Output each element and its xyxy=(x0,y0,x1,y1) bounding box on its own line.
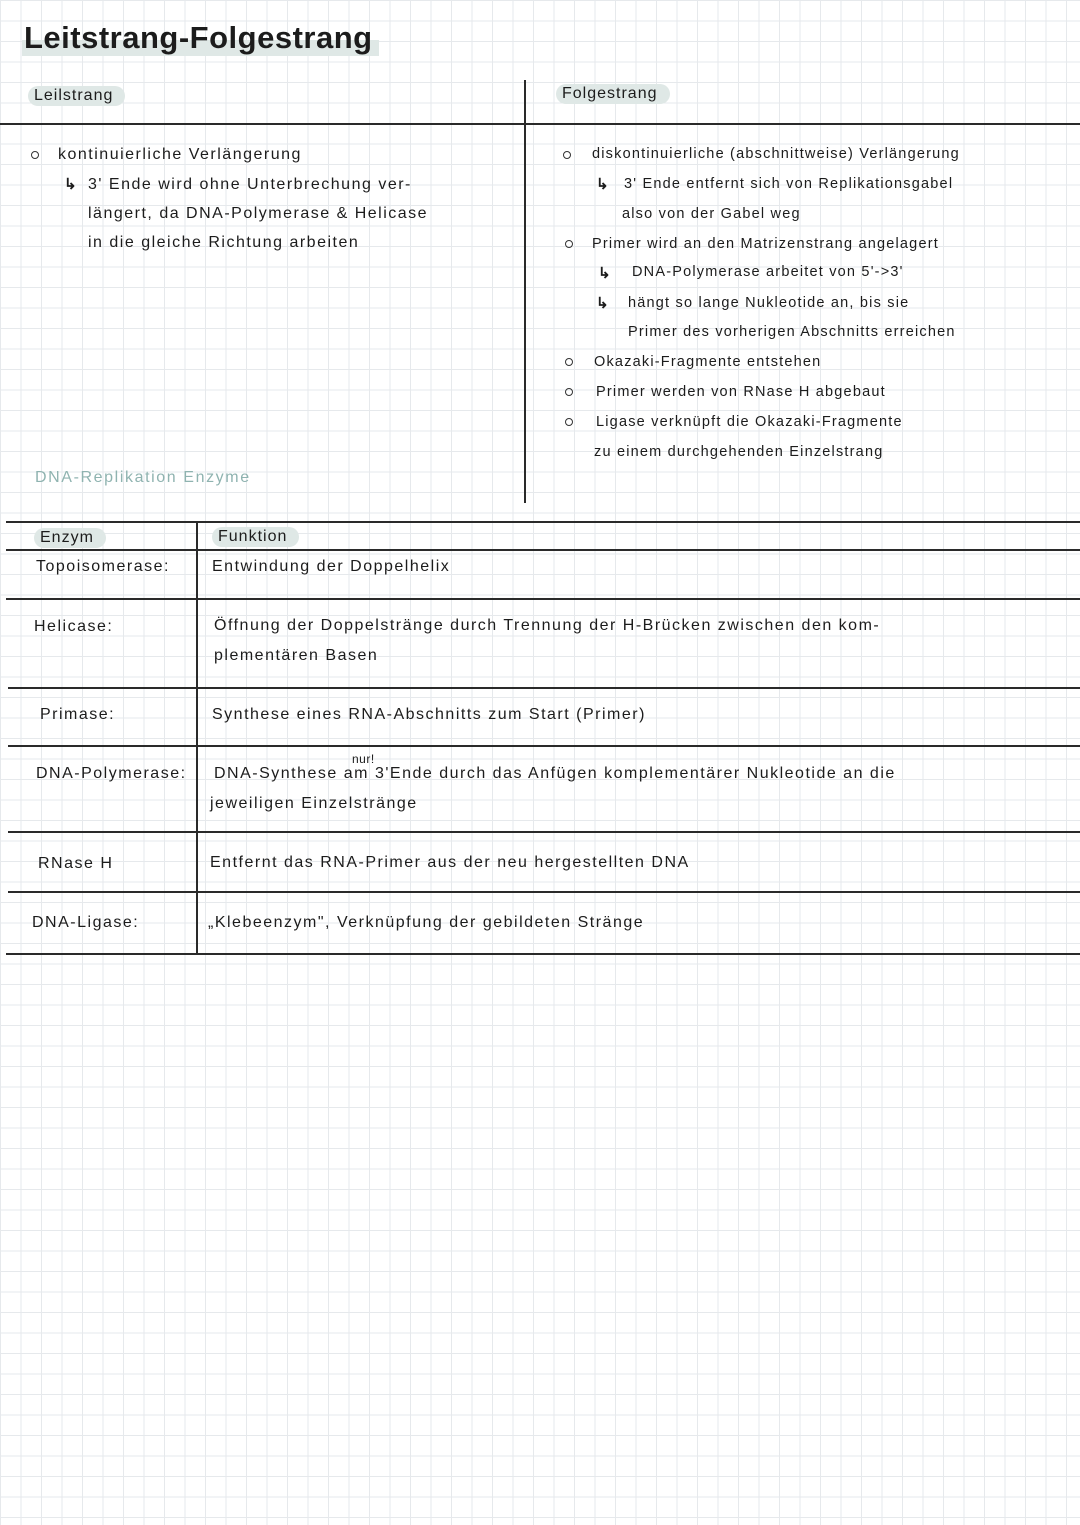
table-row-line xyxy=(6,598,1080,600)
note-nur: nur! xyxy=(352,752,375,766)
folge-arrow-3-cont: Primer des vorherigen Abschnitts erreichen xyxy=(628,324,956,340)
bullet-dot xyxy=(565,418,573,426)
enzyme-name: Topoisomerase: xyxy=(36,558,170,575)
table-bottom-line xyxy=(6,953,1080,955)
leit-cont-2: in die gleiche Richtung arbeiten xyxy=(88,234,360,251)
enzyme-name: Primase: xyxy=(40,706,116,723)
arrow-icon: ↳ xyxy=(598,265,611,282)
enzyme-function: jeweiligen Einzelstränge xyxy=(210,795,418,812)
folge-bullet-4: Primer werden von RNase H abgebaut xyxy=(596,384,886,400)
folge-bullet-2: Primer wird an den Matrizenstrang angelagert xyxy=(592,236,939,252)
enzyme-function: Entfernt das RNA-Primer aus der neu hergestellten DNA xyxy=(210,854,690,871)
folge-arrow-2: DNA-Polymerase arbeitet von 5'->3' xyxy=(632,264,904,280)
leit-cont-1: längert, da DNA-Polymerase & Helicase xyxy=(88,205,429,222)
table-row-line xyxy=(8,891,1080,893)
table-top-line xyxy=(6,521,1080,523)
enzyme-name: Helicase: xyxy=(34,618,114,635)
arrow-icon: ↳ xyxy=(596,295,609,312)
table-row-line xyxy=(8,831,1080,833)
arrow-icon: ↳ xyxy=(596,176,609,193)
header-underline xyxy=(0,123,1080,125)
table-header-funktion-label: Funktion xyxy=(212,527,299,547)
enzyme-function: plementären Basen xyxy=(214,647,379,664)
table-column-divider xyxy=(196,521,198,955)
folge-bullet-5: Ligase verknüpft die Okazaki-Fragmente xyxy=(596,414,903,430)
arrow-icon: ↳ xyxy=(64,176,77,193)
page-title: Leitstrang-Folgestrang xyxy=(22,20,379,56)
bullet-dot xyxy=(565,240,573,248)
table-header-funktion xyxy=(212,527,299,547)
folge-bullet-1: diskontinuierliche (abschnittweise) Verlängerung xyxy=(592,146,960,162)
heading-folgestrang-label: Folgestrang xyxy=(556,84,670,104)
folge-bullet-3: Okazaki-Fragmente entstehen xyxy=(594,354,822,370)
table-header-enzym-label: Enzym xyxy=(34,528,106,548)
table-row-line xyxy=(8,687,1080,689)
folge-arrow-1-cont: also von der Gabel weg xyxy=(622,206,801,222)
table-header-line xyxy=(6,549,1080,551)
enzyme-function: DNA-Synthese am 3'Ende durch das Anfügen komplementärer Nukleotide an die xyxy=(214,765,896,782)
heading-leitstrang-label: Leilstrang xyxy=(28,86,125,106)
enzyme-name: DNA-Ligase: xyxy=(32,914,140,931)
bullet-dot xyxy=(565,388,573,396)
section-title: DNA-Replikation Enzyme xyxy=(35,469,251,486)
enzyme-function: Synthese eines RNA-Abschnitts zum Start (Primer) xyxy=(212,706,646,723)
enzyme-function: Entwindung der Doppelhelix xyxy=(212,558,451,575)
column-divider xyxy=(524,80,526,503)
enzyme-name: DNA-Polymerase: xyxy=(36,765,187,782)
folge-arrow-1: 3' Ende entfernt sich von Replikationsgabel xyxy=(624,176,954,192)
bullet-dot xyxy=(563,151,571,159)
bullet-dot xyxy=(565,358,573,366)
folge-bullet-5-cont: zu einem durchgehenden Einzelstrang xyxy=(594,444,884,460)
heading-leitstrang xyxy=(28,86,125,106)
heading-folgestrang xyxy=(556,84,670,104)
table-header-enzym xyxy=(34,528,106,548)
folge-arrow-3: hängt so lange Nukleotide an, bis sie xyxy=(628,295,910,311)
bullet-dot xyxy=(31,151,39,159)
leit-bullet-text: kontinuierliche Verlängerung xyxy=(58,146,302,163)
table-row-line xyxy=(8,745,1080,747)
enzyme-function: „Klebeenzym", Verknüpfung der gebildeten Stränge xyxy=(208,914,645,931)
enzyme-function: Öffnung der Doppelstränge durch Trennung der H-Brücken zwischen den kom- xyxy=(214,617,881,634)
leit-arrow-text: 3' Ende wird ohne Unterbrechung ver- xyxy=(88,176,412,193)
enzyme-name: RNase H xyxy=(38,855,114,872)
